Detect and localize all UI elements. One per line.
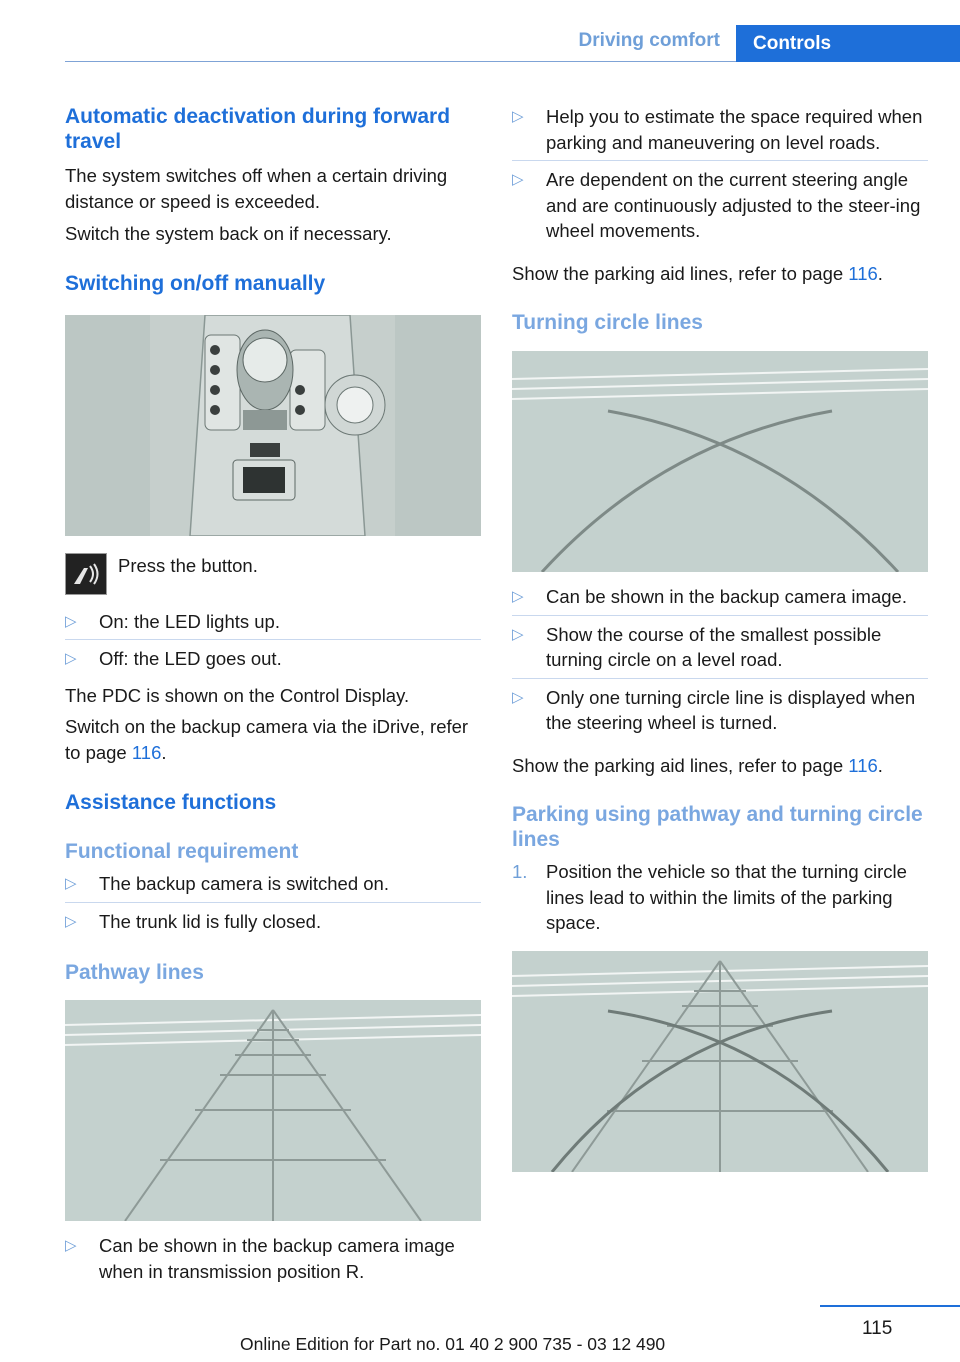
press-button-line [65,553,481,595]
para-show-2: Show the parking aid lines, refer to page 116. [512,754,883,776]
pathway-drawing [65,1000,481,1221]
pathway-list-right [512,104,928,249]
press-button-text: Press the button. [118,554,258,576]
list-item: ▷ Can be shown in the backup camera image when in transmission position R. [65,1235,455,1282]
list-item: ▷ Off: the LED goes out. [65,646,481,677]
triangle-bullet-icon: ▷ [512,625,524,643]
list-item: ▷ Show the course of the smallest possible turning circle on a level road. [512,622,928,679]
list-item: ▷ On: the LED lights up. [65,609,481,641]
list-item: ▷ The backup camera is switched on. [65,871,481,903]
left-column [65,102,481,1295]
list-item: ▷ Can be shown in the backup camera image. [512,584,928,616]
list-item: 1. Position the vehicle so that the turning circle lines lead to within the limits of the parking space. [512,861,907,933]
center-console-image [65,315,481,536]
page-link[interactable]: 116 [848,754,878,776]
pathway-list-left [65,1233,481,1289]
heading-assistance: Assistance functions [65,791,277,814]
page-number: 115 [862,1318,893,1339]
triangle-bullet-icon: ▷ [512,688,524,706]
switch-list [65,609,481,677]
pathway-lines-image [65,1000,481,1221]
list-item: ▷ The trunk lid is fully closed. [65,909,481,940]
para-auto-1: The system switches off when a certain driving distance or speed is exceeded. [65,165,448,212]
triangle-bullet-icon: ▷ [65,875,77,892]
parking-lines-image [512,951,928,1172]
func-list [65,871,481,939]
triangle-bullet-icon: ▷ [65,912,77,930]
page-link[interactable]: 116 [131,741,162,763]
footer-rule [820,1305,960,1307]
pdc-button-icon [65,553,107,595]
parking-steps [512,859,928,936]
heading-turning-circle: Turning circle lines [512,311,703,334]
triangle-bullet-icon: ▷ [65,650,77,667]
para-idrive: Switch on the backup camera via the iDrive, refer to page 116. [65,716,469,763]
page-link[interactable]: 116 [848,262,878,284]
console-drawing [65,315,481,536]
turning-drawing [512,351,928,572]
right-column [512,102,928,1172]
header-section[interactable]: Driving comfort [578,30,720,51]
para-show-1: Show the parking aid lines, refer to page 116. [512,262,883,284]
triangle-bullet-icon: ▷ [65,1237,77,1254]
para-pdc: The PDC is shown on the Control Display. [65,684,410,706]
heading-switching: Switching on/off manually [65,271,326,295]
triangle-bullet-icon: ▷ [512,171,524,188]
heading-functional-requirement: Functional requirement [65,840,299,863]
turning-list [512,584,928,741]
step-number: 1. [512,861,528,882]
triangle-bullet-icon: ▷ [65,612,77,630]
para-auto-2: Switch the system back on if necessary. [65,223,392,244]
footer-edition: Online Edition for Part no. 01 40 2 900 735 - 03 12 490 [240,1334,666,1354]
triangle-bullet-icon: ▷ [512,588,524,605]
heading-parking-using-lines: Parking using pathway and turning circle lines [512,803,923,851]
header-tab[interactable]: Controls [736,25,960,62]
list-item: ▷ Are dependent on the current steering angle and are continuously adjusted to the steer‐ing wheel movements. [512,169,921,241]
parking-drawing [512,951,928,1172]
list-item: ▷ Only one turning circle line is displayed when the steering wheel is turned. [512,686,916,733]
triangle-bullet-icon: ▷ [512,108,524,125]
turning-circle-image [512,351,928,572]
heading-pathway-lines: Pathway lines [65,961,204,984]
heading-auto-deactivation: Automatic deactivation during forward travel [65,105,451,153]
list-item: ▷ Help you to estimate the space required when parking and maneuvering on level roads. [512,104,928,161]
